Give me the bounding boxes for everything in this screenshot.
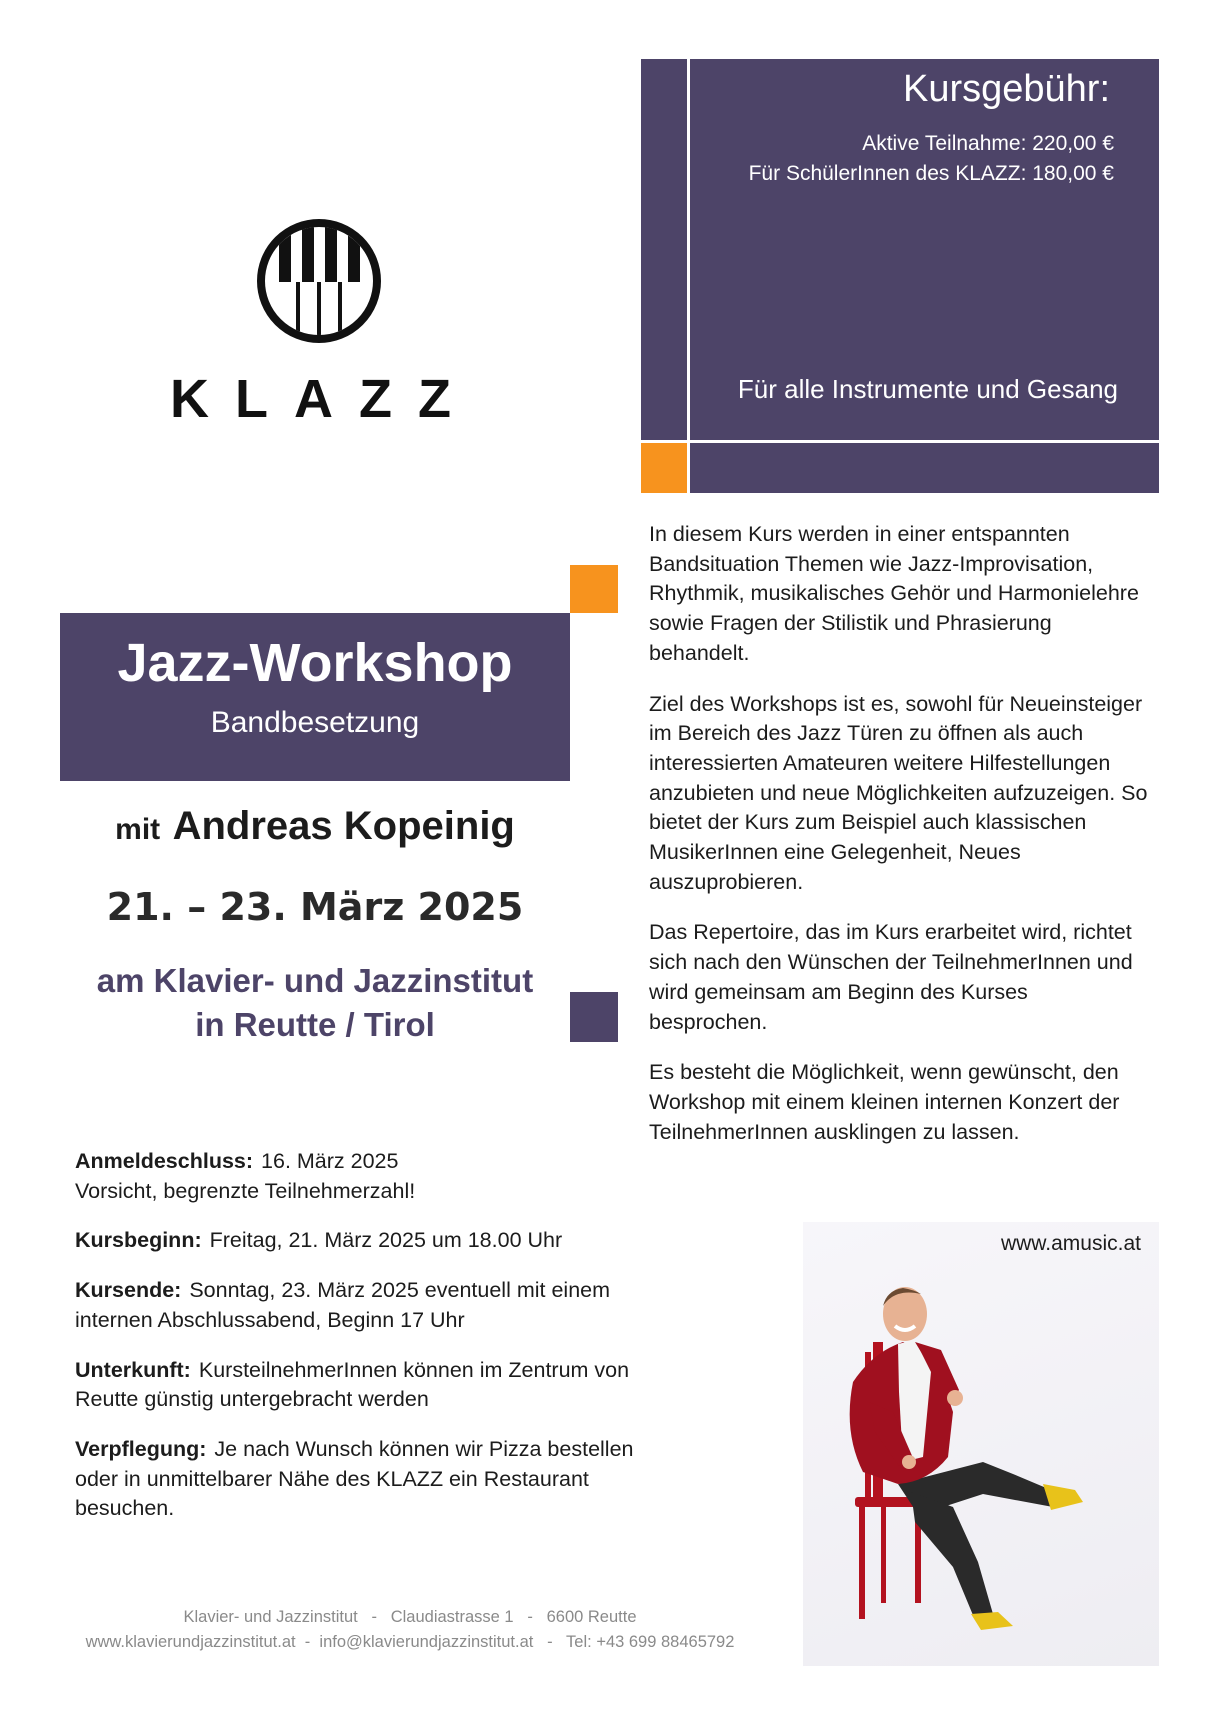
footer-contact: www.klavierundjazzinstitut.at - info@klavierundjazzinstitut.at - Tel: +43 699 88465792: [85, 1633, 735, 1651]
seated-musician-illustration: [803, 1222, 1159, 1666]
purple-accent-square: [570, 992, 618, 1042]
fee-title: Kursgebühr:: [902, 68, 1110, 110]
venue-line-1: am Klavier- und Jazzinstitut: [96, 962, 534, 999]
logo-wordmark: KLAZZ: [170, 369, 477, 429]
detail-text: Freitag, 21. März 2025 um 18.00 Uhr: [209, 1228, 563, 1253]
detail-end: [75, 1276, 635, 1335]
orange-accent-square: [570, 565, 618, 613]
detail-registration: [75, 1147, 635, 1206]
workshop-title: Jazz-Workshop: [117, 633, 513, 693]
website-label: www.amusic.at: [1000, 1232, 1141, 1255]
detail-start: [75, 1226, 635, 1256]
teacher-photo: [803, 1222, 1159, 1666]
detail-text: 16. März 2025: [261, 1149, 399, 1173]
fee-panel: [641, 59, 1159, 493]
detail-label: Verpflegung:: [75, 1436, 207, 1461]
detail-catering: [75, 1435, 635, 1524]
footer-address: Klavier- und Jazzinstitut - Claudiastrasse 1 - 6600 Reutte: [183, 1608, 637, 1626]
teacher-prefix: mit: [115, 813, 161, 846]
workshop-subtitle: Bandbesetzung: [210, 706, 420, 739]
fee-divider-vertical: [687, 59, 690, 493]
course-description: [649, 520, 1149, 1168]
description-paragraph: Ziel des Workshops ist es, sowohl für Neueinsteiger im Bereich des Jazz Türen zu öffnen als auch interessierten Amateuren weitere Hilfestellungen anzubieten und neue Möglichkeiten aufzuzeigen. So bietet der Kurs zum Beispiel auch klassischen MusikerInnen eine Gelegenheit, Neues auszuprobieren.: [649, 691, 1148, 894]
venue-line-2: in Reutte / Tirol: [195, 1006, 435, 1043]
detail-label: Kursbeginn:: [75, 1228, 202, 1253]
detail-extra: Vorsicht, begrenzte Teilnehmerzahl!: [75, 1178, 416, 1203]
fee-klazz-students: Für SchülerInnen des KLAZZ: 180,00 €: [748, 162, 1114, 185]
detail-text: Sonntag, 23. März 2025 eventuell mit einem internen Abschlussabend, Beginn 17 Uhr: [75, 1278, 611, 1332]
teacher-line: [60, 804, 570, 849]
description-paragraph: Das Repertoire, das im Kurs erarbeitet wird, richtet sich nach den Wünschen der TeilnehmerInnen und wird gemeinsam am Beginn des Kurses besprochen.: [649, 920, 1133, 1034]
description-paragraph: In diesem Kurs werden in einer entspannten Bandsituation Themen wie Jazz-Improvisation, Rhythmik, musikalisches Gehör und Harmonielehre sowie Fragen der Stilistik und Phrasierung behandelt.: [649, 522, 1139, 665]
fee-divider-horizontal: [641, 440, 1159, 443]
detail-label: Kursende:: [75, 1278, 182, 1303]
teacher-name: Andreas Kopeinig: [172, 804, 515, 848]
orange-accent-square: [641, 443, 687, 493]
workshop-dates: 21. – 23. März 2025: [106, 885, 524, 929]
fee-active: Aktive Teilnahme: 220,00 €: [862, 132, 1114, 155]
detail-text: Je nach Wunsch können wir Pizza bestellen oder in unmittelbarer Nähe des KLAZZ ein Restaurant besuchen.: [75, 1436, 634, 1521]
piano-keys-icon: [255, 216, 383, 346]
detail-label: Anmeldeschluss:: [75, 1149, 254, 1173]
description-paragraph: Es besteht die Möglichkeit, wenn gewünscht, den Workshop mit einem kleinen internen Konzert der TeilnehmerInnen ausklingen zu lassen.: [649, 1060, 1120, 1144]
instruments-note: Für alle Instrumente und Gesang: [737, 374, 1118, 404]
detail-accommodation: [75, 1356, 635, 1415]
detail-text: KursteilnehmerInnen können im Zentrum von Reutte günstig untergebracht werden: [75, 1357, 630, 1412]
detail-label: Unterkunft:: [75, 1357, 191, 1382]
course-details: [75, 1147, 635, 1544]
